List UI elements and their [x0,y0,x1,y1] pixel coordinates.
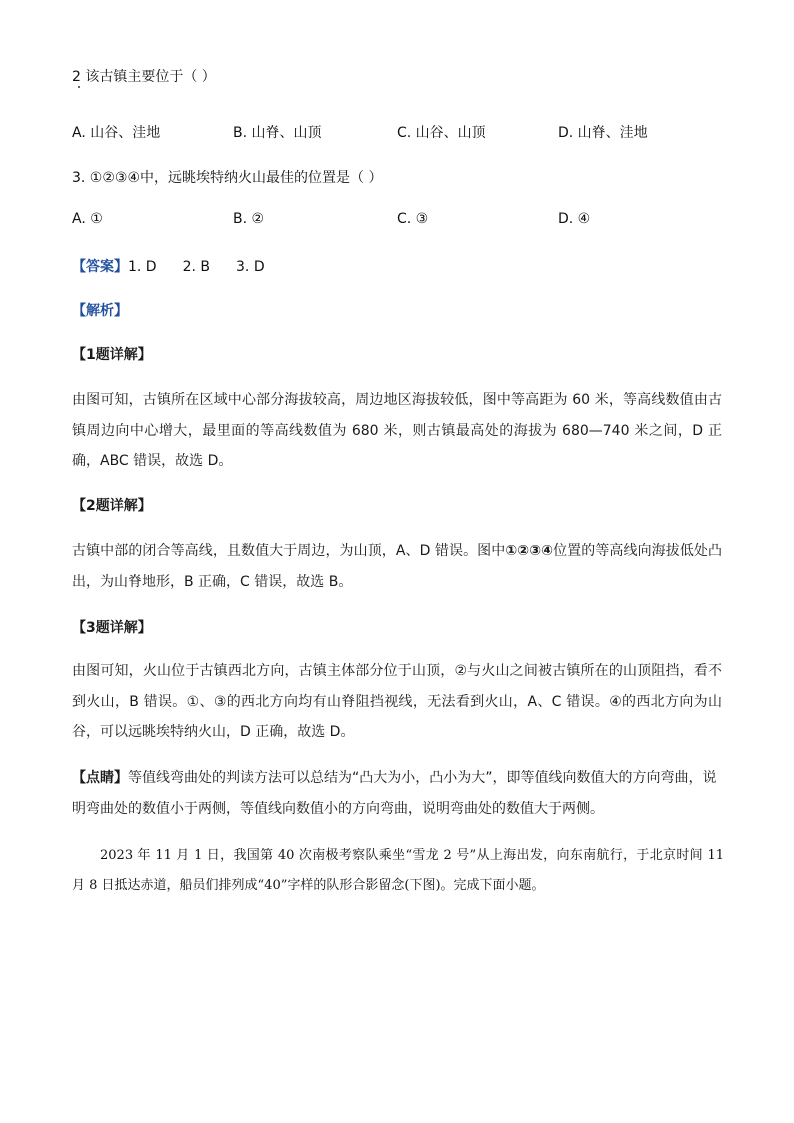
material-paragraph: 2023 年 11 月 1 日，我国第 40 次南极考察队乘坐“雪龙 2 号”从上海出发，向东南航行，于北京时间 11 月 8 日抵达赤道，船员们排列成“40”字样的队形合影留念(下图)。完成下面小题。 [72,848,724,893]
question-3-title: 3. ①②③④中，远眺埃特纳火山最佳的位置是（ ） [72,170,383,186]
answer-item: 2. B [182,259,211,275]
question-2-options [72,122,732,142]
question-2-title: 2 该古镇主要位于（ ） [72,69,216,85]
detail-1-text: 由图可知，古镇所在区域中心部分海拔较高，周边地区海拔较低，图中等高距为 60 米，等高线数值由古镇周边向中心增大，最里面的等高线数值为 680 米，则古镇最高处的海拔为 680—740 米之间，D 正确，ABC 错误，故选 D。 [72,392,722,469]
answer-item: 3. D [236,259,265,275]
detail-2-text-before: 古镇中部的闭合等高线，且数值大于周边，为山顶，A、D 错误。图中 [72,543,506,559]
detail-1-heading: 【1题详解】 [72,347,152,363]
detail-2-text [72,536,722,597]
tip-text: 等值线弯曲处的判读方法可以总结为“凸大为小，凸小为大”，即等值线向数值大的方向弯曲，说明弯曲处的数值小于两侧，等值线向数值小的方向弯曲，说明弯曲处的数值大于两侧。 [72,770,717,817]
question-2-option-c: C. 山谷、山顶 [397,125,486,141]
tip-tag: 【点睛】 [72,770,128,786]
question-2-option-b: B. 山脊、山顶 [233,125,322,141]
detail-2-heading: 【2题详解】 [72,498,152,514]
detail-3-text: 由图可知，火山位于古镇西北方向，古镇主体部分位于山顶，②与火山之间被古镇所在的山顶阻挡，看不到火山，B 错误。①、③的西北方向均有山脊阻挡视线，无法看到火山，A、C 错误。④的西北方向为山谷，可以远眺埃特纳火山，D 正确，故选 D。 [72,663,722,740]
question-3-option-c: C. ③ [397,211,429,227]
question-3-option-d: D. ④ [558,211,591,227]
stray-dot-mark [78,86,80,88]
answer-item: 1. D [128,259,157,275]
answer-line [72,256,265,276]
question-2-option-d: D. 山脊、洼地 [558,125,648,141]
detail-2-text-after: 位置的等高线向海拔低处凸出，为山脊地形，B 正确，C 错误，故选 B。 [72,543,722,590]
question-3-option-a: A. ① [72,211,103,227]
detail-2-circled-numbers: ①②③④ [505,543,554,559]
question-3-options [72,211,732,231]
question-2-option-a: A. 山谷、洼地 [72,125,161,141]
detail-3-heading: 【3题详解】 [72,620,152,636]
question-3-option-b: B. ② [233,211,265,227]
tip-block [72,763,722,824]
analysis-heading: 【解析】 [72,303,128,319]
answer-tag: 【答案】 [72,259,128,275]
